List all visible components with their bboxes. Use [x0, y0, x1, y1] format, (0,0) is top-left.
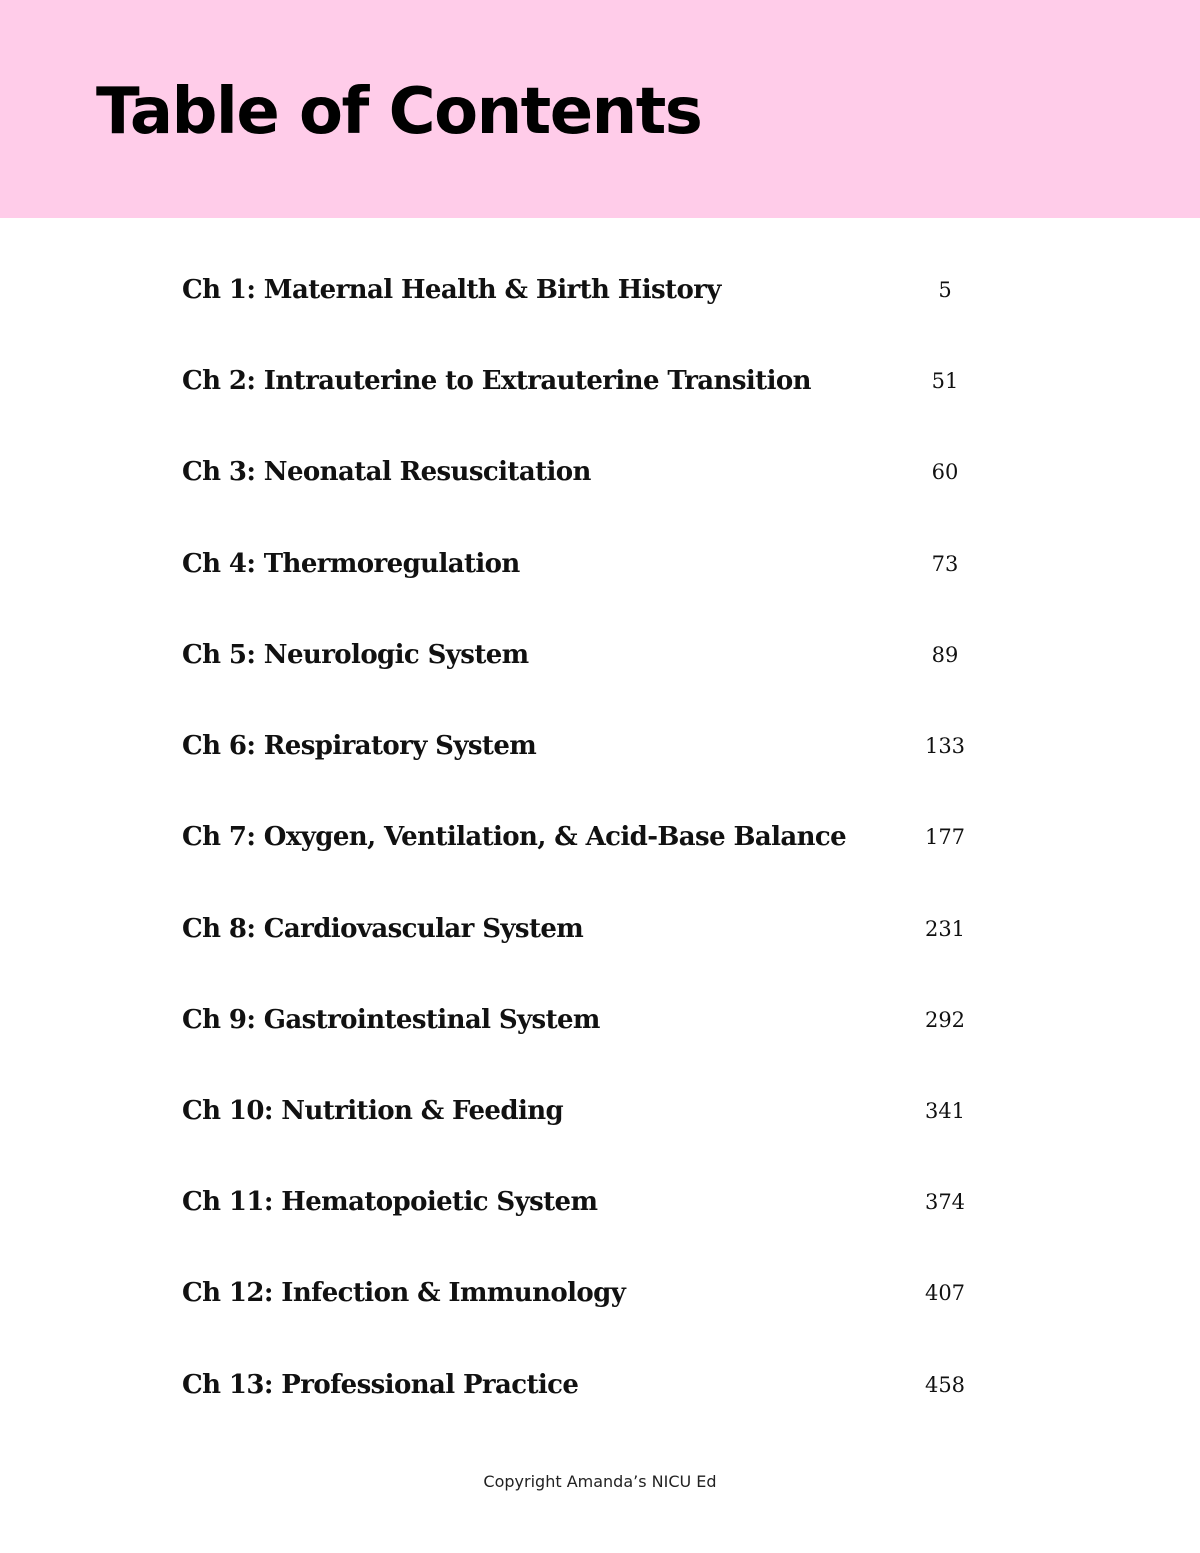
toc-entry-page-number: 407	[924, 1281, 966, 1305]
toc-entry-page-number: 177	[924, 825, 966, 849]
toc-entry-label: Ch 3: Neonatal Resuscitation	[182, 457, 591, 487]
toc-entry-page-number: 374	[924, 1190, 966, 1214]
toc-entry-label: Ch 10: Nutrition & Feeding	[182, 1096, 564, 1126]
toc-entry[interactable]	[182, 452, 1022, 492]
toc-entry[interactable]	[182, 1000, 1022, 1040]
toc-entry-label: Ch 11: Hematopoietic System	[182, 1187, 598, 1217]
toc-entry-label: Ch 2: Intrauterine to Extrauterine Transition	[182, 366, 811, 396]
toc-entry-label: Ch 4: Thermoregulation	[182, 549, 520, 579]
toc-entry[interactable]	[182, 1365, 1022, 1405]
toc-entry-label: Ch 8: Cardiovascular System	[182, 914, 584, 944]
toc-entry-label: Ch 5: Neurologic System	[182, 640, 529, 670]
page-title: Table of Contents	[96, 75, 702, 149]
toc-entry-page-number: 73	[931, 552, 959, 576]
toc-entry-page-number: 51	[931, 369, 959, 393]
toc-entry[interactable]	[182, 544, 1022, 584]
toc-entry-page-number: 231	[924, 917, 966, 941]
toc-entry-page-number: 133	[924, 734, 966, 758]
toc-entry[interactable]	[182, 1182, 1022, 1222]
toc-entry-page-number: 341	[924, 1099, 966, 1123]
toc-entry[interactable]	[182, 361, 1022, 401]
toc-entry[interactable]	[182, 726, 1022, 766]
toc-entry-page-number: 292	[924, 1008, 966, 1032]
toc-entry-label: Ch 9: Gastrointestinal System	[182, 1005, 600, 1035]
toc-entry[interactable]	[182, 1273, 1022, 1313]
toc-entry[interactable]	[182, 817, 1022, 857]
copyright-footer: Copyright Amanda’s NICU Ed	[483, 1472, 717, 1491]
toc-entry-label: Ch 13: Professional Practice	[182, 1370, 579, 1400]
toc-entry-page-number: 458	[924, 1373, 966, 1397]
toc-entry-label: Ch 6: Respiratory System	[182, 731, 537, 761]
toc-entry[interactable]	[182, 1091, 1022, 1131]
toc-entry-page-number: 89	[931, 643, 959, 667]
toc-entry-label: Ch 1: Maternal Health & Birth History	[182, 275, 721, 305]
toc-entry-label: Ch 12: Infection & Immunology	[182, 1278, 626, 1308]
toc-entry[interactable]	[182, 270, 1022, 310]
toc-entry-page-number: 60	[931, 460, 959, 484]
toc-entry[interactable]	[182, 635, 1022, 675]
toc-entry[interactable]	[182, 909, 1022, 949]
toc-entry-label: Ch 7: Oxygen, Ventilation, & Acid-Base Balance	[182, 822, 847, 852]
toc-entry-page-number: 5	[938, 278, 952, 302]
